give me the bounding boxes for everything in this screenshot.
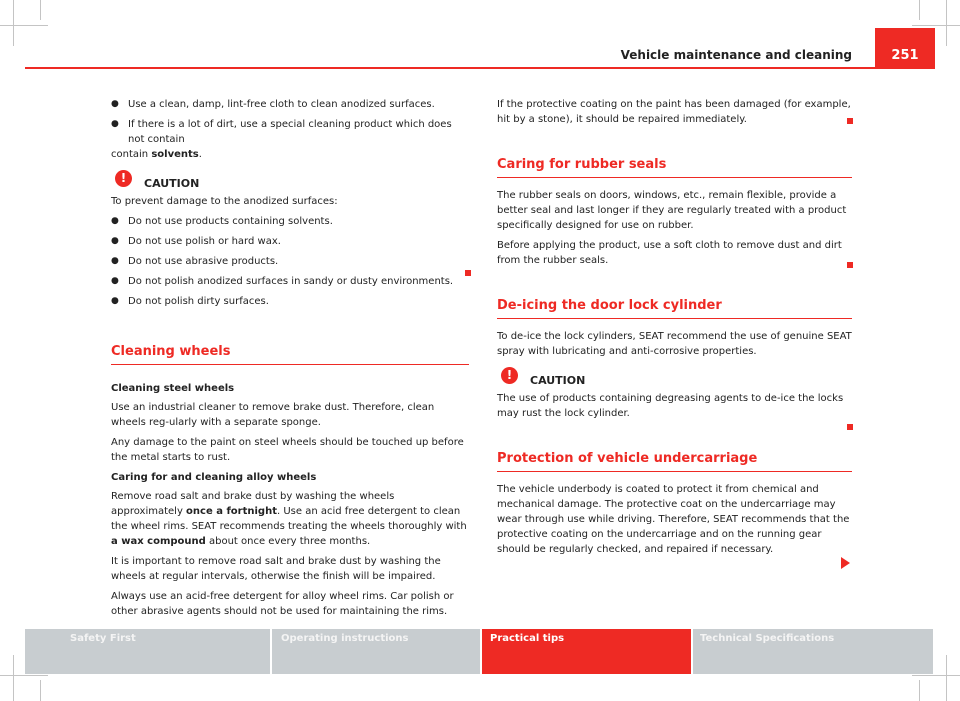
paragraph: The rubber seals on doors, windows, etc., remain flexible, provide a better seal and last longer if they are regularly treated with a product specifically designed for use on rubber. bbox=[497, 190, 847, 231]
crop-mark bbox=[912, 675, 960, 676]
caution-box bbox=[497, 368, 852, 421]
bullet-dot: ● bbox=[111, 296, 119, 306]
crop-mark bbox=[919, 0, 920, 20]
paragraph: Use an industrial cleaner to remove brake dust. Therefore, clean wheels reg-ularly with a separate sponge. bbox=[111, 402, 435, 428]
caution-intro: To prevent damage to the anodized surfaces: bbox=[111, 196, 338, 207]
bullet-dot: ● bbox=[111, 99, 119, 109]
paragraph-alloy-1: Remove road salt and brake dust by washing the wheels approximately once a fortnight. Use an acid free detergent to clean the wheel rims. SEAT recommends treating the wheels thoroughly with a wax compound about once every three months. bbox=[111, 491, 467, 547]
bullet-text-cont: contain bbox=[111, 149, 152, 160]
paragraph: It is important to remove road salt and brake dust by washing the wheels at regular intervals, otherwise the finish will be impaired. bbox=[111, 556, 441, 582]
section-title-undercarriage: Protection of vehicle undercarriage bbox=[497, 451, 852, 472]
caution-label: CAUTION bbox=[530, 374, 586, 387]
paragraph: Always use an acid-free detergent for alloy wheel rims. Car polish or other abrasive agents should not be used for maintaining the rims. bbox=[111, 591, 454, 617]
caution-icon: ! bbox=[115, 170, 132, 187]
subheading-alloy-wheels: Caring for and cleaning alloy wheels bbox=[111, 472, 317, 483]
footer-tab-practical-tips[interactable]: Practical tips bbox=[482, 629, 691, 674]
crop-mark bbox=[946, 655, 947, 701]
crop-mark bbox=[946, 0, 947, 46]
bullet-dot: ● bbox=[111, 216, 119, 226]
subheading-steel-wheels: Cleaning steel wheels bbox=[111, 383, 235, 394]
crop-mark bbox=[13, 655, 14, 701]
caution-item: ● Do not use polish or hard wax. bbox=[111, 236, 281, 247]
bullet-dot: ● bbox=[111, 236, 119, 246]
crop-mark bbox=[40, 680, 41, 701]
bullet-item bbox=[111, 117, 469, 147]
page-number-text: 251 bbox=[891, 48, 919, 63]
bullet-text: Use a clean, damp, lint-free cloth to clean anodized surfaces. bbox=[128, 99, 435, 110]
bullet-dot: ● bbox=[111, 256, 119, 266]
paragraph: Any damage to the paint on steel wheels should be touched up before the metal starts to rust. bbox=[111, 437, 464, 463]
page-header-title: Vehicle maintenance and cleaning bbox=[620, 48, 852, 62]
bold-term-solvents: solvents bbox=[151, 149, 199, 160]
crop-mark bbox=[912, 25, 960, 26]
page-number bbox=[875, 28, 935, 68]
crop-mark bbox=[919, 680, 920, 701]
section-title-de-icing: De-icing the door lock cylinder bbox=[497, 298, 852, 319]
caution-icon: ! bbox=[501, 367, 518, 384]
caution-box bbox=[111, 171, 469, 309]
bullet-dot: ● bbox=[111, 119, 119, 129]
caution-label: CAUTION bbox=[144, 177, 200, 190]
paragraph: Before applying the product, use a soft cloth to remove dust and dirt from the rubber seals. bbox=[497, 240, 842, 266]
crop-mark bbox=[0, 25, 48, 26]
footer-tab-operating-instructions[interactable]: Operating instructions bbox=[272, 629, 480, 674]
right-column bbox=[497, 97, 852, 562]
caution-head bbox=[497, 368, 852, 388]
crop-mark bbox=[0, 675, 48, 676]
footer-tab-safety-first[interactable]: Safety First bbox=[25, 629, 270, 674]
footer-nav bbox=[25, 629, 935, 674]
caution-item: ● Do not use abrasive products. bbox=[111, 256, 279, 267]
header-rule bbox=[25, 67, 935, 69]
caution-item: ● Do not use products containing solvents. bbox=[111, 216, 333, 227]
footer-tab-technical-specifications[interactable]: Technical Specifications bbox=[693, 629, 933, 674]
paragraph: The vehicle underbody is coated to protect it from chemical and mechanical damage. The protective coat on the undercarriage may wear through use while driving. Therefore, SEAT recommends that the protective coating on the undercarriage and on the running gear should be regularly checked, and repaired if necessary. bbox=[497, 484, 850, 555]
paragraph: If the protective coating on the paint has been damaged (for example, hit by a stone), it should be repaired immediately. bbox=[497, 99, 851, 125]
crop-mark bbox=[13, 0, 14, 46]
left-column bbox=[111, 97, 469, 624]
bullet-continuation: contain solvents. bbox=[111, 149, 202, 160]
section-title-cleaning-wheels: Cleaning wheels bbox=[111, 344, 469, 365]
section-title-rubber-seals: Caring for rubber seals bbox=[497, 157, 852, 178]
caution-text: The use of products containing degreasing agents to de-ice the locks may rust the lock cylinder. bbox=[497, 393, 844, 419]
crop-mark bbox=[40, 0, 41, 20]
caution-item: ● Do not polish dirty surfaces. bbox=[111, 296, 269, 307]
section-end-mark bbox=[465, 270, 471, 276]
bullet-dot: ● bbox=[111, 276, 119, 286]
paragraph: To de-ice the lock cylinders, SEAT recommend the use of genuine SEAT spray with lubricating and anti-corrosive properties. bbox=[497, 331, 852, 357]
caution-item: ● Do not polish anodized surfaces in sandy or dusty environments. bbox=[111, 276, 454, 287]
bullet-text: If there is a lot of dirt, use a special cleaning product which does not contain bbox=[128, 119, 452, 145]
bullet-item bbox=[111, 97, 469, 112]
caution-head bbox=[111, 171, 469, 191]
